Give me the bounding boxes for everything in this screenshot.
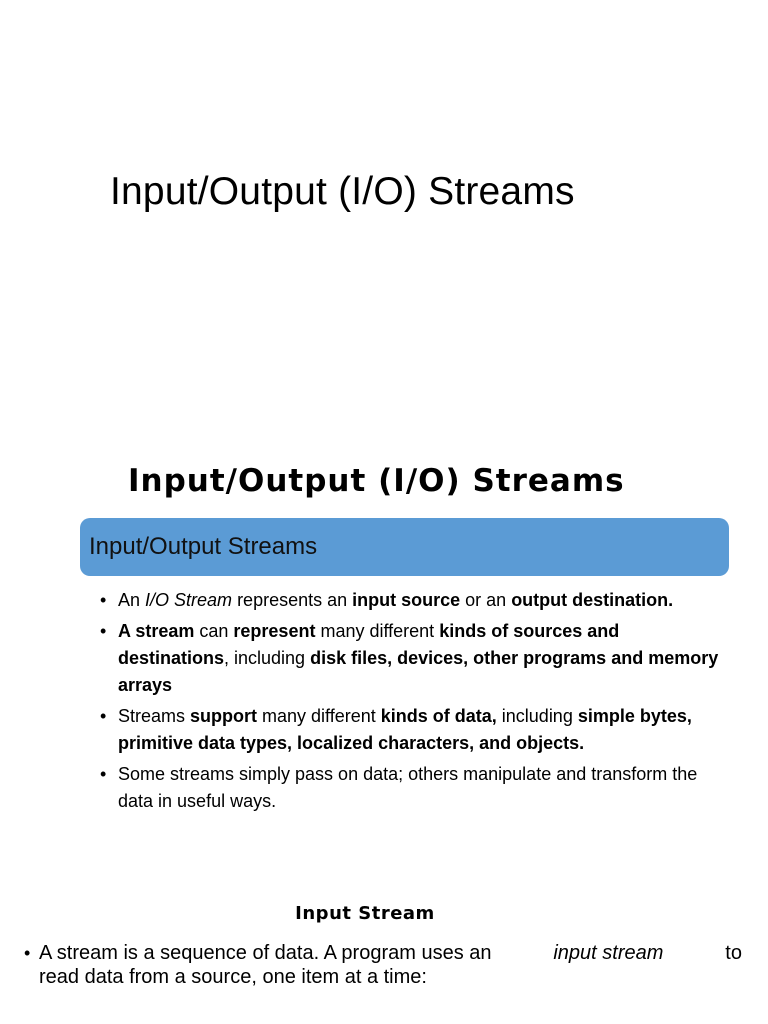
slide-1-title: Input/Output (I/O) Streams: [110, 170, 575, 213]
bullet-text: many different: [315, 621, 440, 641]
bullet-text-bold: kinds of data,: [380, 706, 497, 726]
bullet-text: many different: [257, 706, 381, 726]
bullet-icon: •: [24, 943, 31, 963]
bullet-text-bold: input source: [352, 590, 461, 610]
line-1-part-3: to: [719, 942, 742, 964]
bullet-item-2: [100, 618, 720, 699]
section-banner: [80, 518, 729, 576]
bullet-icon: •: [100, 764, 107, 784]
bullet-text-bold: support: [190, 706, 258, 726]
bullet-icon: •: [100, 706, 107, 726]
input-stream-heading: Input Stream: [295, 903, 435, 924]
bullet-text: Some streams simply pass on data; others manipulate and transform the data in useful ways.: [118, 764, 698, 811]
input-stream-line-2: read data from a source, one item at a time:: [39, 966, 427, 988]
line-1-part-1: A stream is a sequence of data. A program uses an: [39, 942, 498, 964]
bullet-list: [100, 587, 720, 819]
bullet-text-bold: output destination.: [511, 590, 674, 610]
input-stream-bullet: [22, 941, 742, 989]
section-banner-label: Input/Output Streams: [89, 533, 318, 560]
bullet-text: , including: [224, 648, 311, 668]
bullet-text-bold: simple bytes, primitive data types, localized characters, and objects.: [118, 706, 692, 753]
bullet-item-1: [100, 587, 720, 614]
input-stream-line-1: [39, 941, 742, 965]
bullet-icon: •: [100, 590, 107, 610]
bullet-text: can: [194, 621, 234, 641]
bullet-item-3: [100, 703, 720, 757]
slide-2-title: Input/Output (I/O) Streams: [128, 463, 625, 499]
bullet-text: or an: [460, 590, 512, 610]
line-1-italic: input stream: [553, 942, 664, 964]
bullet-text: including: [496, 706, 578, 726]
bullet-text: represents an: [232, 590, 353, 610]
bullet-text-italic: I/O Stream: [145, 590, 233, 610]
bullet-item-4: [100, 761, 720, 815]
bullet-text-bold: kinds of sources and destinations: [118, 621, 620, 668]
input-stream-text: [22, 941, 742, 989]
bullet-text-bold: disk files, devices, other programs and memory arrays: [118, 648, 719, 695]
bullet-icon: •: [100, 621, 107, 641]
bullet-text-bold: represent: [233, 621, 316, 641]
bullet-text: An: [118, 590, 146, 610]
bullet-text: Streams: [118, 706, 191, 726]
bullet-text-bold: A stream: [118, 621, 195, 641]
